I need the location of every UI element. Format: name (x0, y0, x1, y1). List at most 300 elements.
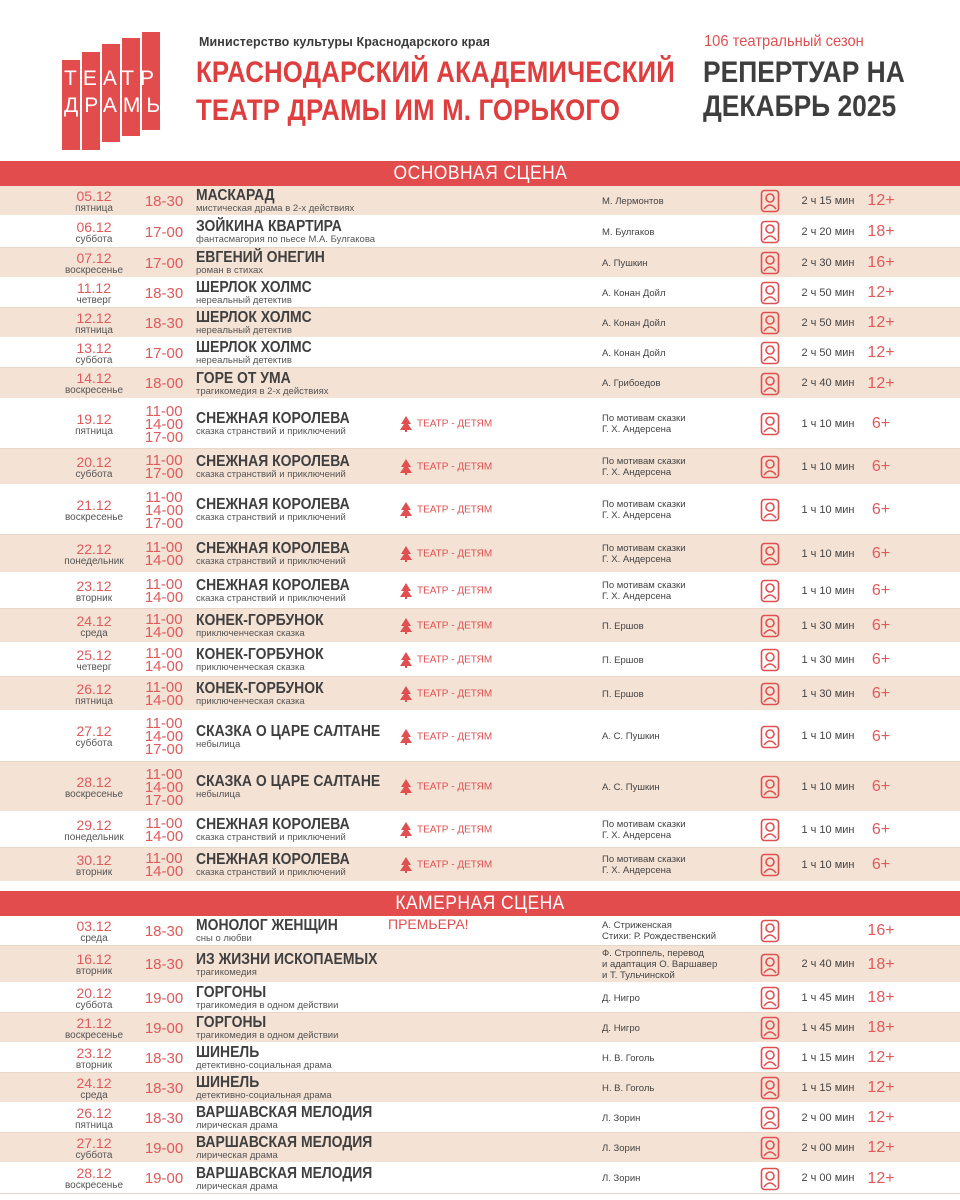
schedule-row[interactable] (0, 248, 960, 278)
date-cell (60, 542, 128, 567)
ticket-icon[interactable] (760, 372, 780, 396)
author (602, 499, 686, 521)
performance-title[interactable]: СНЕЖНАЯ КОРОЛЕВА (196, 851, 350, 868)
ticket-icon[interactable] (760, 311, 780, 335)
tree-icon (400, 779, 412, 795)
date-cell (60, 281, 128, 306)
kids-label: ТЕАТР - ДЕТЯМ (417, 585, 493, 597)
performance-genre: трагикомедия в 2-х действиях (196, 386, 329, 397)
schedule-row[interactable] (0, 1013, 960, 1043)
schedule-row[interactable] (0, 609, 960, 643)
season-label: 106 театральный сезон (704, 33, 864, 50)
kids-badge (400, 729, 492, 745)
date: 23.12 (76, 578, 112, 594)
date: 26.12 (76, 1105, 112, 1121)
performance[interactable] (196, 985, 338, 1011)
kids-badge (400, 502, 492, 518)
performance[interactable] (196, 613, 338, 639)
author (602, 318, 666, 329)
kids-badge (400, 857, 492, 873)
performance-title[interactable]: СНЕЖНАЯ КОРОЛЕВА (196, 540, 350, 557)
performance[interactable] (196, 852, 367, 878)
performance[interactable] (196, 724, 401, 750)
author (602, 413, 686, 435)
ticket-icon[interactable] (760, 189, 780, 213)
showtime[interactable]: 14-00 (144, 589, 184, 606)
kids-badge (400, 822, 492, 838)
ticket-button[interactable] (760, 682, 780, 706)
showtime[interactable]: 19-00 (144, 990, 184, 1007)
schedule-row[interactable] (0, 1043, 960, 1073)
duration: 1 ч 10 мин (801, 418, 855, 430)
performance-title[interactable]: КОНЕК-ГОРБУНОК (196, 646, 324, 663)
ticket-icon[interactable] (760, 455, 780, 479)
author-line: Г. Х. Андерсена (602, 554, 672, 565)
showtimes (135, 681, 193, 707)
ticket-button[interactable] (760, 953, 780, 977)
ticket-icon[interactable] (760, 1106, 780, 1130)
performance-genre: лирическая драма (196, 1150, 278, 1161)
schedule-row[interactable] (0, 983, 960, 1013)
showtime[interactable]: 19-00 (144, 1170, 184, 1187)
weekday: пятница (75, 203, 113, 214)
schedule-row[interactable] (0, 916, 960, 946)
ticket-button[interactable] (760, 725, 780, 749)
duration: 2 ч 30 мин (801, 257, 855, 269)
ticket-icon[interactable] (760, 341, 780, 365)
author-line: Д. Нигро (602, 1023, 640, 1034)
ticket-button[interactable] (760, 542, 780, 566)
ticket-button[interactable] (760, 775, 780, 799)
date-cell (60, 371, 128, 396)
showtimes (135, 1172, 193, 1185)
performance-title[interactable]: СНЕЖНАЯ КОРОЛЕВА (196, 496, 350, 513)
ticket-icon[interactable] (760, 986, 780, 1010)
date: 13.12 (76, 340, 112, 356)
schedule-row[interactable] (0, 449, 960, 485)
schedule-row[interactable] (0, 485, 960, 535)
author-line: По мотивам сказки (602, 499, 686, 510)
performance-title[interactable]: ИЗ ЖИЗНИ ИСКОПАЕМЫХ (196, 951, 378, 968)
age-rating: 6+ (871, 545, 891, 562)
performance-title[interactable]: ВАРШАВСКАЯ МЕЛОДИЯ (196, 1134, 373, 1151)
showtimes (135, 1082, 193, 1095)
showtime[interactable]: 11-00 (145, 645, 183, 662)
performance-title[interactable]: ГОРЕ ОТ УМА (196, 370, 291, 387)
tree-icon (400, 729, 412, 745)
schedule-row[interactable] (0, 946, 960, 983)
ticket-button[interactable] (760, 1076, 780, 1100)
date: 29.12 (76, 817, 112, 833)
performance[interactable] (196, 1045, 332, 1071)
showtimes (135, 647, 193, 673)
ticket-button[interactable] (760, 614, 780, 638)
showtime[interactable]: 18-00 (144, 375, 184, 392)
ticket-icon[interactable] (760, 281, 780, 305)
performance-title[interactable]: ШЕРЛОК ХОЛМС (196, 339, 312, 356)
showtime[interactable]: 11-00 (145, 489, 183, 506)
ticket-icon[interactable] (760, 614, 780, 638)
showtime[interactable]: 18-30 (144, 285, 184, 302)
performance-title[interactable]: ВАРШАВСКАЯ МЕЛОДИЯ (196, 1165, 373, 1182)
performance[interactable] (196, 1166, 392, 1192)
ticket-button[interactable] (760, 579, 780, 603)
ticket-icon[interactable] (760, 648, 780, 672)
showtime[interactable]: 17-00 (144, 255, 184, 272)
schedule-row[interactable] (0, 278, 960, 308)
schedule-row[interactable] (0, 308, 960, 338)
performance[interactable] (196, 371, 328, 397)
performance-title[interactable]: ГОРГОНЫ (196, 984, 267, 1001)
author (602, 196, 664, 207)
showtime[interactable]: 17-00 (144, 465, 184, 482)
ticket-button[interactable] (760, 648, 780, 672)
ticket-button[interactable] (760, 1136, 780, 1160)
duration: 1 ч 45 мин (801, 992, 855, 1004)
ticket-button[interactable] (760, 498, 780, 522)
ticket-icon[interactable] (760, 853, 780, 877)
showtime[interactable]: 11-00 (145, 715, 183, 732)
performance-title[interactable]: СНЕЖНАЯ КОРОЛЕВА (196, 577, 350, 594)
author-line: Д. Нигро (602, 993, 640, 1004)
date-cell (60, 455, 128, 480)
schedule-row[interactable] (0, 1163, 960, 1194)
ticket-button[interactable] (760, 455, 780, 479)
ticket-button[interactable] (760, 220, 780, 244)
performance[interactable] (196, 952, 398, 978)
date-cell (60, 220, 128, 245)
kids-badge (400, 686, 492, 702)
showtime[interactable]: 11-00 (145, 452, 183, 469)
schedule-row[interactable] (0, 848, 960, 882)
ticket-button[interactable] (760, 986, 780, 1010)
schedule-row[interactable] (0, 1073, 960, 1103)
showtime[interactable]: 17-00 (144, 224, 184, 241)
performance[interactable] (196, 541, 367, 567)
showtime[interactable]: 18-30 (144, 1080, 184, 1097)
ticket-icon[interactable] (760, 1136, 780, 1160)
performance-title[interactable]: ЕВГЕНИЙ ОНЕГИН (196, 249, 325, 266)
performance-genre: приключенческая сказка (196, 662, 305, 673)
showtime[interactable]: 17-00 (144, 345, 184, 362)
performance-genre: приключенческая сказка (196, 696, 305, 707)
ticket-button[interactable] (760, 818, 780, 842)
repertoire-title-line1: РЕПЕРТУАР НА (703, 56, 905, 89)
showtime[interactable]: 11-00 (145, 815, 183, 832)
schedule-row[interactable] (0, 643, 960, 677)
performance-title[interactable]: КОНЕК-ГОРБУНОК (196, 680, 324, 697)
showtime[interactable]: 18-30 (144, 315, 184, 332)
performance[interactable] (196, 774, 401, 800)
performance-title[interactable]: КОНЕК-ГОРБУНОК (196, 612, 324, 629)
date-cell (60, 648, 128, 673)
schedule-row[interactable] (0, 399, 960, 449)
ticket-button[interactable] (760, 1167, 780, 1191)
ticket-icon[interactable] (760, 725, 780, 749)
showtime[interactable]: 11-00 (145, 611, 183, 628)
showtime[interactable]: 18-30 (144, 1110, 184, 1127)
showtime[interactable]: 11-00 (145, 539, 183, 556)
performance-genre: сказка странствий и приключений (196, 832, 346, 843)
age-rating: 12+ (867, 1049, 895, 1066)
performance[interactable] (196, 188, 354, 214)
kids-label: ТЕАТР - ДЕТЯМ (417, 781, 493, 793)
showtime[interactable]: 18-30 (144, 193, 184, 210)
ticket-icon[interactable] (760, 953, 780, 977)
performance[interactable] (196, 340, 325, 366)
kids-badge (400, 546, 492, 562)
date-cell (60, 498, 128, 523)
showtime[interactable]: 11-00 (145, 679, 183, 696)
weekday: суббота (75, 234, 113, 245)
schedule-row[interactable] (0, 573, 960, 609)
performance-title[interactable]: ВАРШАВСКАЯ МЕЛОДИЯ (196, 1104, 373, 1121)
duration: 1 ч 10 мин (801, 461, 855, 473)
date: 25.12 (76, 647, 112, 663)
tree-icon (400, 416, 412, 432)
performance[interactable] (196, 1135, 392, 1161)
logo-text-top: ТЕАТР (64, 67, 161, 90)
weekday: пятница (75, 1120, 113, 1131)
duration: 1 ч 15 мин (801, 1052, 855, 1064)
weekday: четверг (76, 295, 112, 306)
ticket-icon[interactable] (760, 818, 780, 842)
ticket-icon[interactable] (760, 1046, 780, 1070)
duration: 2 ч 40 мин (801, 958, 855, 970)
showtime[interactable]: 11-00 (145, 766, 183, 783)
performance-genre: мистическая драма в 2-х действиях (196, 203, 355, 214)
showtime[interactable]: 14-00 (144, 728, 184, 745)
showtime[interactable]: 14-00 (144, 416, 184, 433)
performance-title[interactable]: ШЕРЛОК ХОЛМС (196, 309, 312, 326)
author-line: Г. Х. Андерсена (602, 865, 672, 876)
performance-title[interactable]: ЗОЙКИНА КВАРТИРА (196, 218, 342, 235)
weekday: суббота (75, 469, 113, 480)
age-rating: 6+ (871, 617, 891, 634)
showtime[interactable]: 14-00 (144, 658, 184, 675)
ticket-button[interactable] (760, 919, 780, 943)
performance-genre: лирическая драма (196, 1181, 278, 1192)
showtime[interactable]: 19-00 (144, 1140, 184, 1157)
author-line: Н. В. Гоголь (602, 1083, 655, 1094)
showtime[interactable]: 11-00 (145, 403, 183, 420)
author (602, 854, 686, 876)
showtimes (135, 768, 193, 807)
weekday: воскресенье (64, 512, 124, 523)
schedule-row[interactable] (0, 216, 960, 248)
author-line: П. Ершов (602, 621, 644, 632)
author (602, 1083, 654, 1094)
performance[interactable] (196, 817, 367, 843)
performance-genre: нереальный детектив (196, 295, 292, 306)
schedule-row[interactable] (0, 711, 960, 762)
performance-title[interactable]: ШИНЕЛЬ (196, 1044, 260, 1061)
performance[interactable] (196, 219, 375, 245)
duration: 1 ч 45 мин (801, 1022, 855, 1034)
weekday: воскресенье (64, 789, 124, 800)
schedule-row[interactable] (0, 535, 960, 573)
performance[interactable] (196, 1075, 332, 1101)
kids-label: ТЕАТР - ДЕТЯМ (417, 688, 493, 700)
schedule-row[interactable] (0, 338, 960, 368)
author-line: Л. Зорин (602, 1143, 641, 1154)
showtimes (135, 226, 193, 239)
date: 28.12 (76, 774, 112, 790)
weekday: пятница (75, 325, 113, 336)
author (602, 1053, 654, 1064)
performance[interactable] (196, 310, 325, 336)
performance[interactable] (196, 411, 367, 437)
performance-genre: трагикомедия (196, 967, 257, 978)
age-rating: 18+ (867, 989, 895, 1006)
theatre-logo (60, 30, 172, 152)
schedule-row[interactable] (0, 1103, 960, 1133)
showtime[interactable]: 14-00 (144, 692, 184, 709)
performance[interactable] (196, 578, 367, 604)
performance[interactable] (196, 681, 338, 707)
age-rating: 12+ (867, 192, 895, 209)
schedule-row[interactable] (0, 762, 960, 812)
weekday: пятница (75, 426, 113, 437)
ticket-button[interactable] (760, 1106, 780, 1130)
performance[interactable] (196, 250, 339, 276)
duration: 1 ч 10 мин (801, 504, 855, 516)
date: 27.12 (76, 1135, 112, 1151)
performance[interactable] (196, 1105, 392, 1131)
age-rating: 16+ (867, 922, 895, 939)
ticket-icon[interactable] (760, 579, 780, 603)
kids-badge (400, 618, 492, 634)
schedule-row[interactable] (0, 677, 960, 711)
author-line: Г. Х. Андерсена (602, 591, 672, 602)
age-rating: 16+ (867, 254, 895, 271)
tree-icon (400, 502, 412, 518)
performance-genre: роман в стихах (196, 265, 264, 276)
ticket-icon[interactable] (760, 220, 780, 244)
showtime[interactable]: 17-00 (144, 515, 184, 532)
date: 24.12 (76, 613, 112, 629)
kids-label: ТЕАТР - ДЕТЯМ (417, 731, 493, 743)
section-title: ОСНОВНАЯ СЦЕНА (393, 163, 567, 184)
showtime[interactable]: 17-00 (144, 741, 184, 758)
kids-label: ТЕАТР - ДЕТЯМ (417, 548, 493, 560)
schedule-row[interactable] (0, 812, 960, 848)
duration: 2 ч 00 мин (801, 1142, 855, 1154)
author (602, 227, 654, 238)
performance-title[interactable]: СКАЗКА О ЦАРЕ САЛТАНЕ (196, 773, 381, 790)
ticket-button[interactable] (760, 1046, 780, 1070)
schedule-row[interactable] (0, 368, 960, 399)
performance-genre: сны о любви (196, 933, 252, 944)
ticket-button[interactable] (760, 1016, 780, 1040)
ticket-button[interactable] (760, 189, 780, 213)
showtime[interactable]: 14-00 (144, 624, 184, 641)
performance[interactable] (196, 280, 325, 306)
ticket-icon[interactable] (760, 1076, 780, 1100)
ticket-icon[interactable] (760, 412, 780, 436)
showtime[interactable]: 18-30 (144, 1050, 184, 1067)
ticket-button[interactable] (760, 281, 780, 305)
showtime[interactable]: 14-00 (144, 552, 184, 569)
ticket-button[interactable] (760, 341, 780, 365)
performance[interactable] (196, 918, 354, 944)
author (602, 580, 686, 602)
performance-title[interactable]: ШИНЕЛЬ (196, 1074, 260, 1091)
date-cell (60, 1136, 128, 1161)
weekday: вторник (75, 867, 113, 878)
performance-genre: сказка странствий и приключений (196, 512, 346, 523)
author (602, 348, 666, 359)
date-cell (60, 919, 128, 944)
performance-title[interactable]: СНЕЖНАЯ КОРОЛЕВА (196, 410, 350, 427)
showtimes (135, 613, 193, 639)
performance[interactable] (196, 1015, 338, 1041)
ticket-icon[interactable] (760, 919, 780, 943)
showtime[interactable]: 18-30 (144, 956, 184, 973)
showtime[interactable]: 14-00 (144, 863, 184, 880)
showtime[interactable]: 19-00 (144, 1020, 184, 1037)
showtime[interactable]: 18-30 (144, 923, 184, 940)
ticket-icon[interactable] (760, 1016, 780, 1040)
performance-title[interactable]: СНЕЖНАЯ КОРОЛЕВА (196, 816, 350, 833)
age-rating: 18+ (867, 223, 895, 240)
ticket-icon[interactable] (760, 682, 780, 706)
ticket-icon[interactable] (760, 775, 780, 799)
schedule-row[interactable] (0, 186, 960, 216)
ticket-icon[interactable] (760, 1167, 780, 1191)
date-cell (60, 579, 128, 604)
age-rating: 12+ (867, 375, 895, 392)
performance[interactable] (196, 647, 338, 673)
duration: 2 ч 50 мин (801, 287, 855, 299)
showtime[interactable]: 11-00 (145, 576, 183, 593)
duration: 1 ч 30 мин (801, 688, 855, 700)
date-cell (60, 1106, 128, 1131)
showtime[interactable]: 14-00 (144, 828, 184, 845)
showtime[interactable]: 17-00 (144, 792, 184, 809)
performance[interactable] (196, 497, 367, 523)
ticket-button[interactable] (760, 311, 780, 335)
ticket-icon[interactable] (760, 542, 780, 566)
performance[interactable] (196, 454, 367, 480)
duration: 1 ч 10 мин (801, 730, 855, 742)
author-line: По мотивам сказки (602, 854, 686, 865)
showtime[interactable]: 14-00 (144, 502, 184, 519)
showtimes (135, 578, 193, 604)
schedule-row[interactable] (0, 1133, 960, 1163)
performance-title[interactable]: МАСКАРАД (196, 187, 275, 204)
showtime[interactable]: 17-00 (144, 429, 184, 446)
kids-label: ТЕАТР - ДЕТЯМ (417, 418, 493, 430)
showtime[interactable]: 14-00 (144, 779, 184, 796)
age-rating: 6+ (871, 685, 891, 702)
showtimes (135, 1142, 193, 1155)
ticket-button[interactable] (760, 853, 780, 877)
ticket-icon[interactable] (760, 251, 780, 275)
ticket-button[interactable] (760, 412, 780, 436)
ticket-icon[interactable] (760, 498, 780, 522)
performance-title[interactable]: СНЕЖНАЯ КОРОЛЕВА (196, 453, 350, 470)
performance-title[interactable]: МОНОЛОГ ЖЕНЩИН (196, 917, 338, 934)
performance-title[interactable]: ГОРГОНЫ (196, 1014, 267, 1031)
date-cell (60, 614, 128, 639)
date-cell (60, 952, 128, 977)
ticket-button[interactable] (760, 251, 780, 275)
showtime[interactable]: 11-00 (145, 850, 183, 867)
performance-title[interactable]: ШЕРЛОК ХОЛМС (196, 279, 312, 296)
ticket-button[interactable] (760, 372, 780, 396)
performance-title[interactable]: СКАЗКА О ЦАРЕ САЛТАНЕ (196, 723, 381, 740)
